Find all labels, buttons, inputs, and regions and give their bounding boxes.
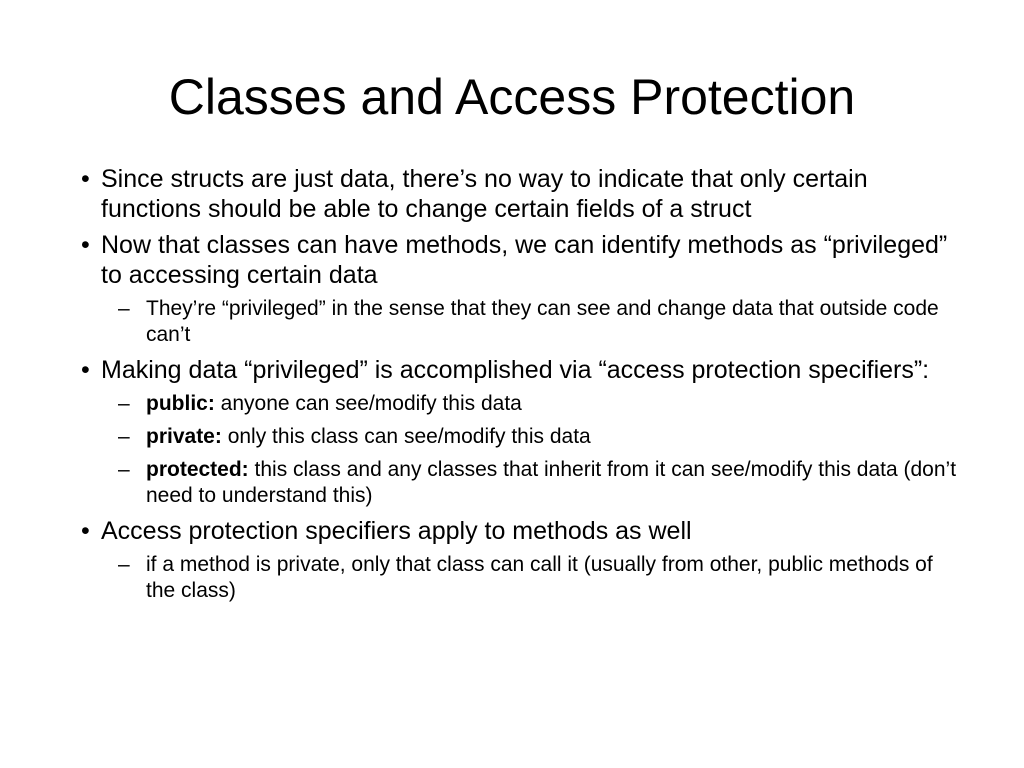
keyword-protected: protected:: [146, 458, 249, 481]
slide-title: Classes and Access Protection: [168, 69, 856, 125]
dash-icon: –: [118, 425, 130, 448]
bullet-item: [72, 230, 962, 290]
dash-icon: –: [118, 297, 130, 320]
keyword-public: public:: [146, 392, 215, 415]
sub-bullet-item: [118, 391, 962, 417]
bullet-item: [72, 355, 962, 385]
sub-bullet-item: [118, 424, 962, 450]
bullet-icon: •: [81, 165, 90, 193]
bullet-text: Access protection specifiers apply to methods as well: [101, 517, 692, 545]
sub-bullet-item: [118, 552, 962, 604]
dash-icon: –: [118, 392, 130, 415]
bullet-text: Making data “privileged” is accomplished via “access protection specifiers”:: [101, 356, 930, 384]
sub-bullet-text: They’re “privileged” in the sense that they can see and change data that outside code can’t: [146, 297, 939, 346]
bullet-icon: •: [81, 517, 90, 545]
dash-icon: –: [118, 458, 130, 481]
bullet-item: [72, 516, 962, 546]
bullet-item: [72, 164, 962, 224]
sub-bullet-text: if a method is private, only that class can call it (usually from other, public methods of the class): [146, 553, 933, 602]
bullet-icon: •: [81, 356, 90, 384]
bullet-text: Now that classes can have methods, we can identify methods as “privileged” to accessing certain data: [101, 231, 948, 289]
bullet-text: Since structs are just data, there’s no way to indicate that only certain functions should be able to change certain fields of a struct: [101, 165, 868, 223]
bullet-icon: •: [81, 231, 90, 259]
sub-bullet-text: this class and any classes that inherit from it can see/modify this data (don’t need to understand this): [146, 458, 957, 507]
slide-body: [72, 164, 962, 611]
sub-bullet-text: anyone can see/modify this data: [214, 392, 522, 415]
keyword-private: private:: [146, 425, 222, 448]
sub-bullet-item: [118, 457, 962, 509]
dash-icon: –: [118, 553, 130, 576]
sub-bullet-text: only this class can see/modify this data: [221, 425, 591, 448]
sub-bullet-item: [118, 296, 962, 348]
